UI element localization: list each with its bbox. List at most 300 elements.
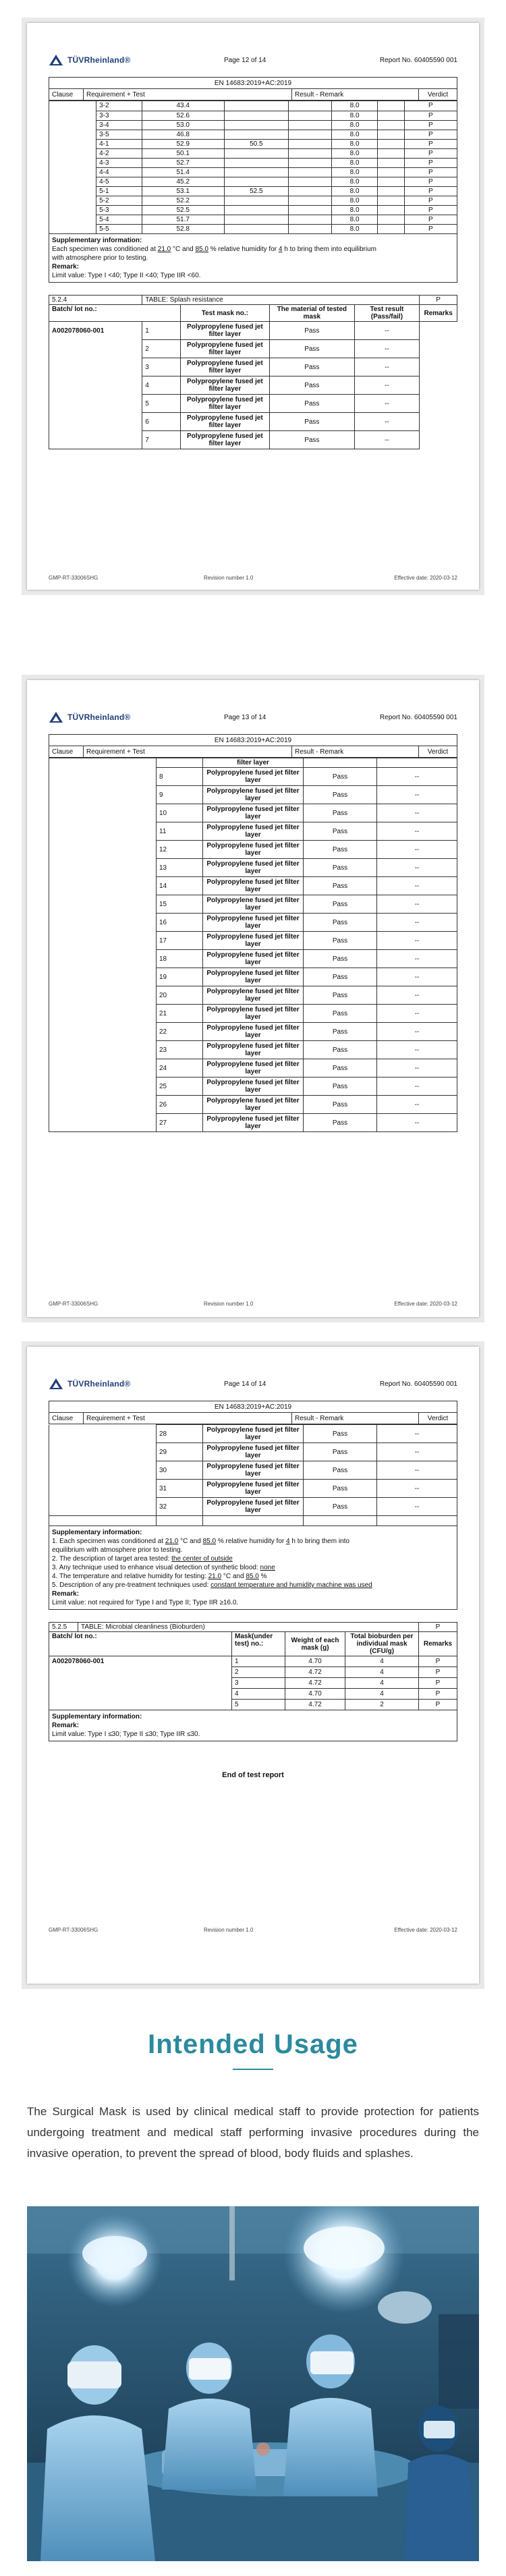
table-row [49, 139, 457, 148]
batch-cell [49, 968, 157, 986]
supp-text-part: °C and [221, 1573, 246, 1580]
batch-cell [49, 804, 157, 822]
measurement-table [49, 101, 457, 234]
row-remark: -- [377, 1114, 457, 1132]
blank-cell [288, 158, 332, 167]
test-result: Pass [304, 877, 377, 895]
test-result: Pass [304, 1443, 377, 1461]
blank-cell [288, 186, 332, 196]
supp-text-part: °C and [178, 1538, 203, 1545]
mask-number: 23 [157, 1041, 203, 1059]
footer-revision: Revision number 1.0 [204, 1301, 254, 1307]
specimen-value: 52.9 [142, 139, 224, 148]
table-row [49, 120, 457, 130]
mask-number: 3 [232, 1678, 285, 1689]
remark-text: Limit value: Type I <40; Type II <40; Type IIR <60. [52, 272, 201, 279]
average-value [224, 167, 288, 177]
batch-cell [49, 1443, 157, 1461]
test-result: Pass [304, 1498, 377, 1516]
blank-cell [288, 167, 332, 177]
end-of-report: End of test report [222, 1771, 284, 1779]
blank-cell [377, 167, 404, 177]
report-number: Report No. 60405590 001 [379, 57, 457, 64]
col-requirement: Requirement + Test [84, 746, 292, 758]
row-remark: -- [377, 914, 457, 932]
row-remark: -- [377, 877, 457, 895]
mask-number: 17 [157, 932, 203, 950]
mask-number: 20 [157, 986, 203, 1005]
supp-line-1b: equilibrium with atmosphere prior to testing. [52, 1546, 183, 1554]
mask-number: 18 [157, 950, 203, 968]
splash-rows [49, 1425, 457, 1516]
mask-number: 11 [157, 822, 203, 841]
mask-number: 10 [157, 804, 203, 822]
splash-rows [49, 768, 457, 1132]
supp-text-part: °C and [171, 246, 196, 253]
mask-number: 21 [157, 1005, 203, 1023]
blank-cell [377, 139, 404, 148]
col-result: Test result (Pass/fail) [354, 305, 420, 322]
operating-room-illustration [27, 2206, 479, 2561]
blank-cell [49, 120, 96, 130]
row-verdict: P [404, 148, 457, 158]
continued-material: filter layer [203, 758, 304, 768]
test-result: Pass [304, 1023, 377, 1041]
supp-temp: 21.0 [157, 246, 171, 253]
specimen-id: 5-4 [96, 215, 142, 224]
supp-title: Supplementary information: [52, 237, 142, 244]
row-remark: -- [377, 1041, 457, 1059]
mask-number: 15 [157, 895, 203, 914]
test-result: Pass [270, 413, 354, 431]
test-result: Pass [304, 768, 377, 786]
blank-cell [49, 177, 96, 186]
col-batch: Batch/ lot no.: [49, 305, 181, 322]
test-result: Pass [304, 914, 377, 932]
limit-value: 8.0 [332, 215, 377, 224]
row-remark: -- [377, 1425, 457, 1443]
batch-cell [49, 1425, 157, 1443]
row-remark: P [419, 1656, 457, 1667]
logo-text: TÜVRheinland® [67, 712, 131, 722]
supp-text [52, 245, 454, 254]
limit-value: 8.0 [332, 186, 377, 196]
test-result: Pass [304, 968, 377, 986]
table-row [49, 768, 457, 786]
batch-cell [49, 413, 142, 431]
table-row [49, 395, 457, 413]
table-row [49, 376, 457, 395]
supp-line-3 [52, 1563, 454, 1572]
bioburden-table [49, 1622, 457, 1710]
batch-cell [49, 877, 157, 895]
supp-line-2 [52, 1555, 454, 1563]
supp-title: Supplementary information: [52, 1713, 142, 1720]
mask-number: 13 [157, 859, 203, 877]
report-number: Report No. 60405590 001 [379, 1380, 457, 1388]
row-remark: -- [377, 1023, 457, 1041]
footer-effective: Effective date: 2020-03-12 [394, 575, 457, 581]
page-sheet [27, 1347, 479, 1984]
mask-material: Polypropylene fused jet filter layer [203, 932, 304, 950]
batch-cell [49, 1023, 157, 1041]
supp-rh: 85.0 [195, 246, 208, 253]
intended-usage-title: Intended Usage [148, 2029, 358, 2059]
row-remark: -- [377, 841, 457, 859]
batch-cell [49, 758, 157, 768]
mask-weight: 4.72 [285, 1667, 345, 1678]
blank-cell [288, 139, 332, 148]
col-verdict: Verdict [419, 89, 457, 101]
mask-material: Polypropylene fused jet filter layer [203, 968, 304, 986]
supplementary-info [49, 234, 457, 283]
limit-value: 8.0 [332, 130, 377, 139]
blank-cell [288, 120, 332, 130]
mask-material: Polypropylene fused jet filter layer [203, 768, 304, 786]
test-result: Pass [270, 376, 354, 395]
blank-cell [288, 130, 332, 139]
tuv-logo [49, 711, 130, 723]
supp-temp: 21.0 [165, 1538, 179, 1545]
test-result: Pass [304, 1096, 377, 1114]
standard-title: EN 14683:2019+AC:2019 [49, 1401, 457, 1413]
blank-cell [49, 139, 96, 148]
supp-text-part: 5. Description of any pre-treatment techniques used: [52, 1581, 211, 1589]
mask-number: 3 [142, 358, 180, 376]
mask-number: 5 [142, 395, 180, 413]
mask-material: Polypropylene fused jet filter layer [203, 877, 304, 895]
table-row [49, 841, 457, 859]
total-bioburden: 4 [345, 1656, 419, 1667]
tuv-triangle-icon [49, 1378, 63, 1390]
surgery-photo [27, 2206, 479, 2561]
batch-cell [49, 822, 157, 841]
supp-text-part: Each specimen was conditioned at [52, 246, 158, 253]
limit-value: 8.0 [332, 148, 377, 158]
test-result: Pass [304, 932, 377, 950]
blank-cell [288, 101, 332, 111]
report-page-12 [22, 18, 484, 595]
batch-cell [49, 431, 142, 449]
test-result: Pass [270, 358, 354, 376]
mask-number: 1 [232, 1656, 285, 1667]
row-verdict: P [404, 186, 457, 196]
mask-material: Polypropylene fused jet filter layer [180, 431, 270, 449]
specimen-value: 52.5 [142, 205, 224, 215]
specimen-id: 5-5 [96, 224, 142, 234]
mask-material: Polypropylene fused jet filter layer [203, 1461, 304, 1480]
batch-cell [49, 1041, 157, 1059]
mask-number: 24 [157, 1059, 203, 1077]
mask-material: Polypropylene fused jet filter layer [203, 1498, 304, 1516]
mask-number: 6 [142, 413, 180, 431]
batch-cell [49, 986, 157, 1005]
mask-material: Polypropylene fused jet filter layer [180, 395, 270, 413]
batch-cell [49, 914, 157, 932]
logo-text: TÜVRheinland® [67, 55, 131, 65]
mask-material: Polypropylene fused jet filter layer [203, 1023, 304, 1041]
table-row [49, 950, 457, 968]
remark-text: Limit value: Type I ≤30; Type II ≤30; Type IIR ≤30. [52, 1731, 200, 1738]
blank-cell [288, 224, 332, 234]
batch-number: A002078060-001 [49, 322, 142, 340]
mask-material: Polypropylene fused jet filter layer [203, 1059, 304, 1077]
test-result: Pass [304, 1480, 377, 1498]
specimen-id: 3-5 [96, 130, 142, 139]
test-result: Pass [304, 1059, 377, 1077]
table-row [49, 215, 457, 224]
total-bioburden: 4 [345, 1667, 419, 1678]
batch-cell [49, 1689, 232, 1700]
intended-usage-text: The Surgical Mask is used by clinical medical staff to provide protection for patients undergoing treatment and medical staff performing invasive procedures during the invasive operation, to prevent the spread of blood, body fluids and splashes. [27, 2105, 479, 2160]
col-verdict: Verdict [419, 1413, 457, 1424]
blank-cell [49, 148, 96, 158]
mask-number: 31 [157, 1480, 203, 1498]
blank-cell [288, 148, 332, 158]
specimen-id: 3-4 [96, 120, 142, 130]
table-row [49, 413, 457, 431]
col-remarks: Remarks [420, 305, 457, 322]
standard-header-table [49, 77, 457, 101]
col-material: The material of tested mask [270, 305, 354, 322]
supp-text-part: % relative humidity for [216, 1538, 287, 1545]
mask-material: Polypropylene fused jet filter layer [203, 1041, 304, 1059]
supp-text-part: % relative humidity for [208, 246, 279, 253]
mask-material: Polypropylene fused jet filter layer [203, 1114, 304, 1132]
supp-rh: 85.0 [202, 1538, 217, 1545]
test-result: Pass [304, 1114, 377, 1132]
report-body [49, 77, 457, 449]
mask-number: 4 [142, 376, 180, 395]
mask-material: Polypropylene fused jet filter layer [203, 1480, 304, 1498]
supp-line-4 [52, 1572, 454, 1581]
remark-cell [377, 758, 457, 768]
mask-material: Polypropylene fused jet filter layer [203, 950, 304, 968]
specimen-id: 5-1 [96, 186, 142, 196]
mask-material: Polypropylene fused jet filter layer [203, 1005, 304, 1023]
test-result: Pass [270, 322, 354, 340]
blank-cell [288, 215, 332, 224]
batch-cell [49, 1077, 157, 1096]
table-title: TABLE: Splash resistance [142, 296, 420, 305]
row-verdict: P [404, 120, 457, 130]
remark-title: Remark: [52, 1722, 80, 1729]
test-result: Pass [304, 1041, 377, 1059]
blank-cell [377, 224, 404, 234]
batch-cell [49, 1096, 157, 1114]
test-result: Pass [304, 1461, 377, 1480]
row-remark: -- [354, 431, 420, 449]
table-row [49, 804, 457, 822]
row-remark: P [419, 1678, 457, 1689]
average-value [224, 205, 288, 215]
supp-title: Supplementary information: [52, 1529, 142, 1536]
supp-text-line2: with atmosphere prior to testing. [52, 254, 148, 262]
tuv-logo [49, 54, 130, 66]
table-row [49, 196, 457, 205]
page-number: Page 13 of 14 [224, 714, 266, 721]
supp-hours: 4 [286, 1538, 290, 1545]
table-row [49, 1656, 457, 1667]
total-bioburden: 4 [345, 1689, 419, 1700]
page-sheet [27, 23, 479, 590]
mask-number: 2 [232, 1667, 285, 1678]
row-remark: -- [377, 768, 457, 786]
table-row [49, 1498, 457, 1516]
mask-weight: 4.72 [285, 1678, 345, 1689]
row-remark: -- [377, 1443, 457, 1461]
table-row [49, 859, 457, 877]
specimen-id: 3-2 [96, 101, 142, 111]
mask-number: 22 [157, 1023, 203, 1041]
report-body [49, 734, 457, 1132]
mask-weight: 4.70 [285, 1656, 345, 1667]
row-remark: -- [377, 968, 457, 986]
blank-cell [377, 120, 404, 130]
mask-material: Polypropylene fused jet filter layer [203, 914, 304, 932]
standard-header-table [49, 734, 457, 758]
limit-value: 8.0 [332, 158, 377, 167]
row-remark: -- [377, 932, 457, 950]
blank-cell [377, 205, 404, 215]
row-remark: -- [377, 1096, 457, 1114]
blank-cell [377, 101, 404, 111]
average-value [224, 101, 288, 111]
row-verdict: P [404, 167, 457, 177]
average-value [224, 215, 288, 224]
page-header [49, 1374, 457, 1394]
supp-value: 21.0 [208, 1573, 222, 1580]
page-number: Page 14 of 14 [224, 1380, 266, 1388]
limit-value: 8.0 [332, 120, 377, 130]
table-row [49, 1678, 457, 1689]
blank-cell [377, 196, 404, 205]
row-remark: -- [377, 1480, 457, 1498]
blank-cell [49, 186, 96, 196]
blank-cell [49, 101, 96, 111]
supp-text-part: h to bring them into equilibrium [282, 246, 376, 253]
test-result: Pass [304, 950, 377, 968]
batch-cell [49, 1480, 157, 1498]
report-page-13 [22, 675, 484, 1322]
mask-weight: 4.72 [285, 1700, 345, 1710]
limit-value: 8.0 [332, 177, 377, 186]
tuv-triangle-icon [49, 54, 63, 66]
average-value [224, 120, 288, 130]
test-result: Pass [270, 340, 354, 358]
col-result: Result - Remark [292, 746, 419, 758]
report-number: Report No. 60405590 001 [379, 714, 457, 721]
test-result: Pass [270, 431, 354, 449]
mask-material: Polypropylene fused jet filter layer [180, 340, 270, 358]
supp-line-5 [52, 1581, 454, 1590]
mask-number: 2 [142, 340, 180, 358]
row-remark: -- [377, 986, 457, 1005]
row-remark: -- [354, 376, 420, 395]
supp-line-1 [52, 1537, 454, 1546]
batch-cell [49, 895, 157, 914]
mask-material: Polypropylene fused jet filter layer [203, 1077, 304, 1096]
limit-value: 8.0 [332, 196, 377, 205]
standard-header-table [49, 1401, 457, 1424]
mask-material: Polypropylene fused jet filter layer [203, 1425, 304, 1443]
blank-cell [49, 167, 96, 177]
row-remark: P [419, 1689, 457, 1700]
row-remark: -- [377, 1059, 457, 1077]
blank-cell [377, 177, 404, 186]
mask-number: 19 [157, 968, 203, 986]
page-sheet [27, 680, 479, 1317]
table-row [49, 148, 457, 158]
footer-effective: Effective date: 2020-03-12 [394, 1301, 457, 1307]
batch-cell [49, 841, 157, 859]
test-result: Pass [304, 841, 377, 859]
row-verdict: P [404, 196, 457, 205]
average-value: 50.5 [224, 139, 288, 148]
batch-cell [49, 786, 157, 804]
average-value [224, 130, 288, 139]
row-remark: -- [377, 1005, 457, 1023]
limit-value: 8.0 [332, 205, 377, 215]
table-row [49, 786, 457, 804]
total-bioburden: 4 [345, 1678, 419, 1689]
row-remark: -- [354, 395, 420, 413]
average-value [224, 148, 288, 158]
col-clause: Clause [49, 746, 84, 758]
row-remark: -- [377, 895, 457, 914]
batch-cell [49, 1114, 157, 1132]
col-batch: Batch/ lot no.: [49, 1632, 232, 1656]
row-remark: -- [377, 950, 457, 968]
row-remark: -- [354, 322, 420, 340]
mask-material: Polypropylene fused jet filter layer [203, 822, 304, 841]
mask-number: 29 [157, 1443, 203, 1461]
mask-material: Polypropylene fused jet filter layer [203, 859, 304, 877]
row-verdict: P [404, 158, 457, 167]
table-row [49, 877, 457, 895]
blank-cell [377, 158, 404, 167]
batch-cell [49, 340, 142, 358]
mask-number: 30 [157, 1461, 203, 1480]
standard-title: EN 14683:2019+AC:2019 [49, 78, 457, 89]
specimen-value: 52.7 [142, 158, 224, 167]
table-row [49, 1059, 457, 1077]
supp-text-part: 4. The temperature and relative humidity for testing: [52, 1573, 208, 1580]
mask-number: 25 [157, 1077, 203, 1096]
table-row [49, 1114, 457, 1132]
spacer-cell [304, 1516, 377, 1526]
blank-cell [49, 205, 96, 215]
mask-number: 26 [157, 1096, 203, 1114]
table-row [49, 1480, 457, 1498]
blank-cell [49, 224, 96, 234]
col-mask-no: Mask(under test) no.: [232, 1632, 285, 1656]
batch-cell [49, 1461, 157, 1480]
spacer-cell [203, 1516, 304, 1526]
specimen-id: 4-2 [96, 148, 142, 158]
row-remark: P [419, 1667, 457, 1678]
table-row [49, 186, 457, 196]
blank-cell [377, 130, 404, 139]
footer-code: GMP-RT-33006SHG [49, 1927, 99, 1933]
row-remark: -- [377, 804, 457, 822]
specimen-value: 45.2 [142, 177, 224, 186]
limit-value: 8.0 [332, 224, 377, 234]
blank-cell [49, 158, 96, 167]
row-verdict: P [404, 101, 457, 111]
mask-number: 16 [157, 914, 203, 932]
col-total-bioburden: Total bioburden per individual mask (CFU/g) [345, 1632, 419, 1656]
